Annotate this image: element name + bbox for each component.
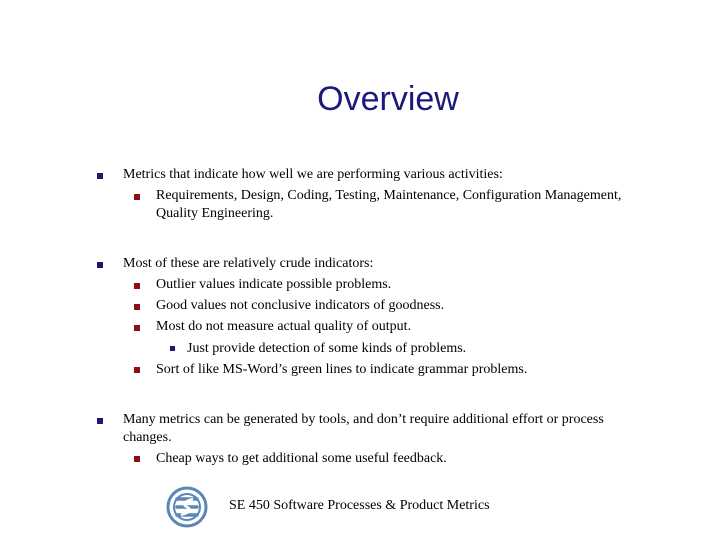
bullet-text: Metrics that indicate how well we are performing various activities: — [123, 167, 503, 182]
bullet-level2-icon — [134, 283, 140, 289]
slide-footer: SE 450 Software Processes & Product Metrics — [229, 498, 490, 513]
bullet-text: Sort of like MS-Word’s green lines to indicate grammar problems. — [156, 362, 528, 377]
bullet-level2-icon — [134, 325, 140, 331]
bullet-level1-icon — [97, 262, 103, 268]
bullet-text: Outlier values indicate possible problems. — [156, 277, 392, 292]
bullet-level2-icon — [134, 304, 140, 310]
bullet-level1-icon — [97, 418, 103, 424]
bullet-text: Just provide detection of some kinds of problems. — [187, 341, 467, 356]
bullet-level2-icon — [134, 367, 140, 373]
bullet-text: Many metrics can be generated by tools, and don’t require additional effort or process — [123, 412, 604, 427]
bullet-text-continuation: changes. — [123, 430, 172, 445]
se-logo-icon — [165, 485, 209, 529]
bullet-text: Cheap ways to get additional some useful feedback. — [156, 451, 447, 466]
bullet-text: Requirements, Design, Coding, Testing, Maintenance, Configuration Management, — [156, 188, 622, 203]
bullet-text: Most do not measure actual quality of output. — [156, 319, 412, 334]
bullet-level2-icon — [134, 194, 140, 200]
bullet-text: Most of these are relatively crude indicators: — [123, 256, 374, 271]
bullet-level1-icon — [97, 173, 103, 179]
bullet-text-continuation: Quality Engineering. — [156, 206, 274, 221]
bullet-text: Good values not conclusive indicators of goodness. — [156, 298, 445, 313]
bullet-level2-icon — [134, 456, 140, 462]
slide-title-text: Overview — [317, 80, 459, 118]
bullet-level3-icon — [170, 346, 175, 351]
